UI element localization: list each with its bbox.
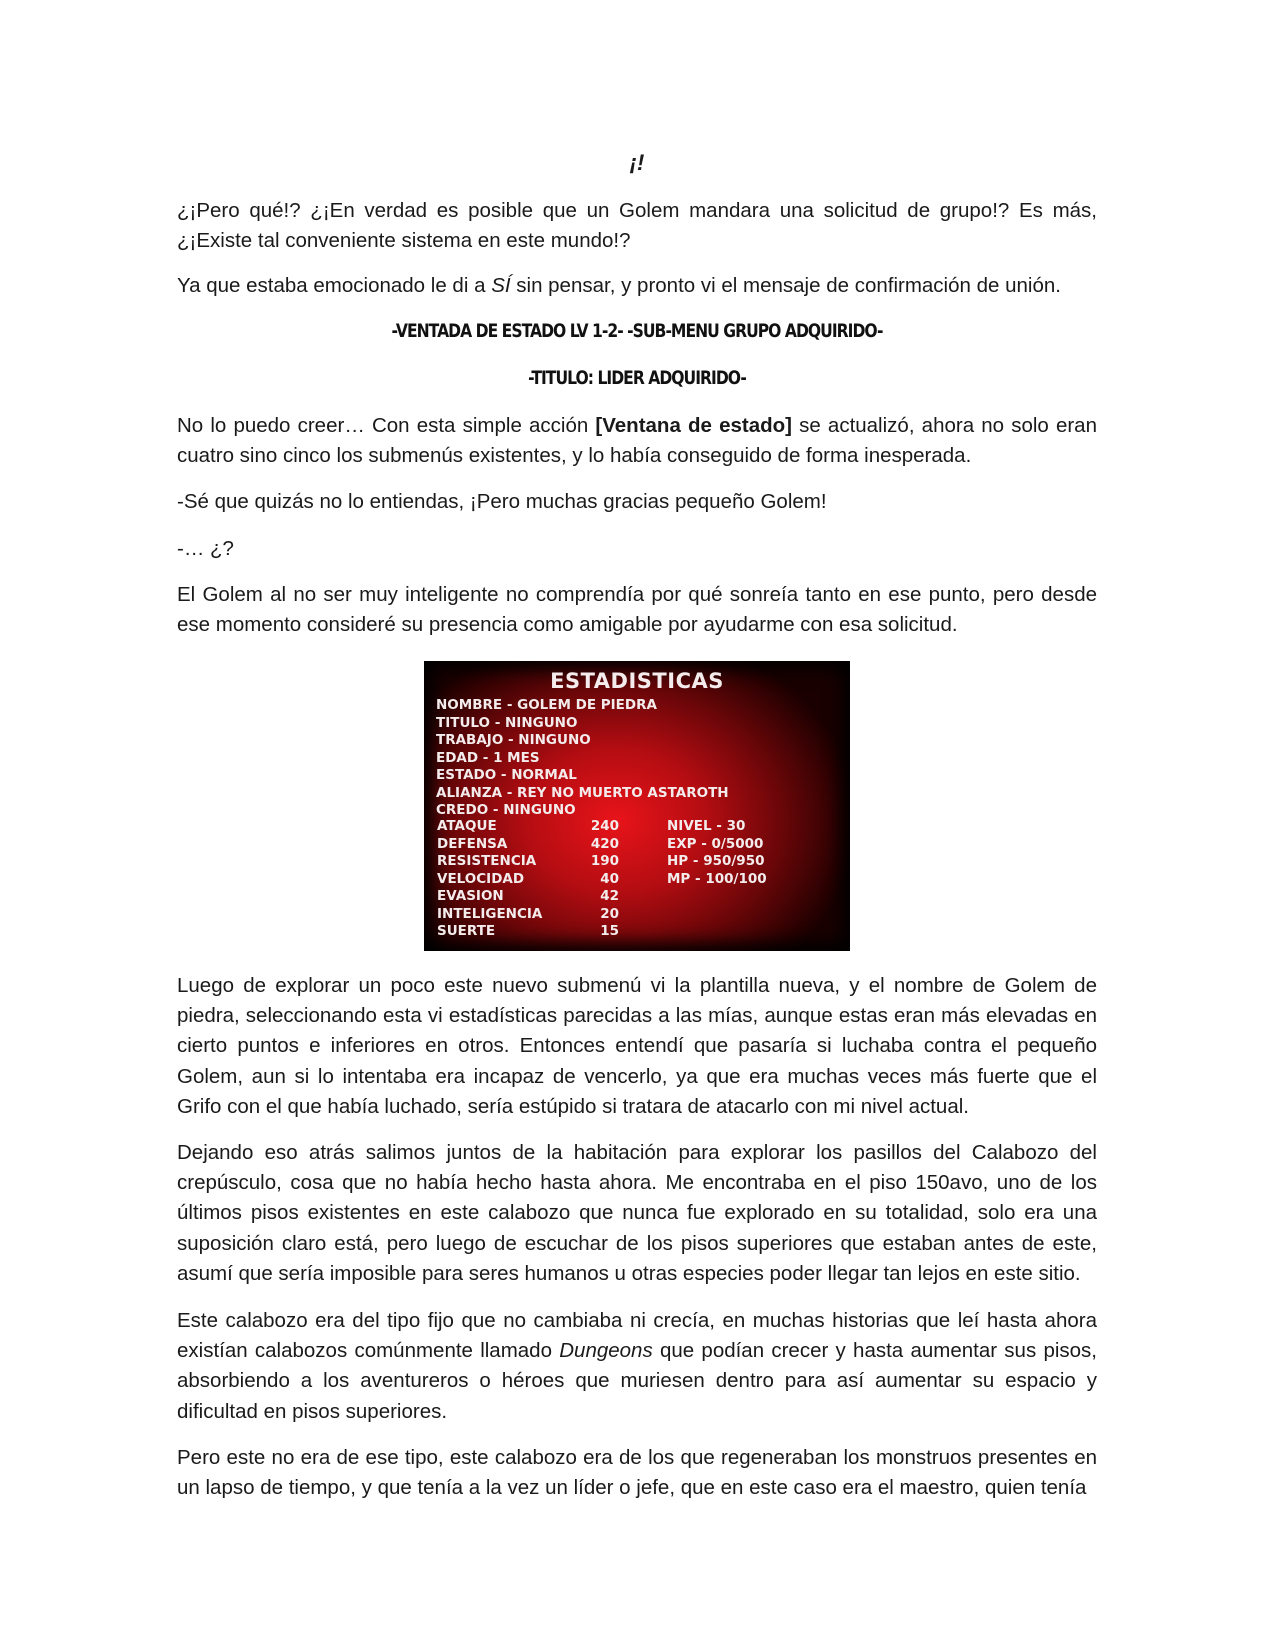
stats-title: ESTADISTICAS bbox=[550, 669, 724, 693]
attr-name: INTELIGENCIA bbox=[437, 905, 543, 922]
paragraph-2 bbox=[177, 271, 1097, 301]
paragraph-1: ¿¡Pero qué!? ¿¡En verdad es posible que un Golem mandara una solicitud de grupo!? Es más, ¿¡Existe tal conveniente sistema en este mundo!? bbox=[177, 199, 1097, 253]
level-value: NIVEL - 30 bbox=[667, 818, 746, 834]
attr-row bbox=[437, 871, 627, 889]
attr-value: 190 bbox=[590, 853, 619, 869]
text-run: se actualizó, ahora no solo eran cuatro sino cinco los submenús existentes, y lo había conseguido de forma inesperada. bbox=[177, 414, 1097, 468]
bold-text: [Ventana de estado] bbox=[595, 414, 792, 437]
status-window-heading: -VENTADA DE ESTADO LV 1-2- -SUB-MENU GRUPO ADQUIRIDO- bbox=[391, 320, 883, 342]
paragraph-9 bbox=[177, 1306, 1097, 1427]
attr-value: 420 bbox=[590, 835, 619, 852]
paragraph-3 bbox=[177, 411, 1097, 471]
attr-value: 15 bbox=[600, 923, 619, 939]
stats-info-title: TITULO - NINGUNO bbox=[436, 714, 578, 731]
stats-info-age: EDAD - 1 MES bbox=[436, 749, 540, 766]
exp-value: EXP - 0/5000 bbox=[667, 835, 764, 852]
stats-info-alliance: ALIANZA - REY NO MUERTO ASTAROTH bbox=[436, 784, 729, 801]
italic-text: Dungeons bbox=[559, 1339, 653, 1363]
attr-name: RESISTENCIA bbox=[437, 853, 537, 869]
attr-value: 40 bbox=[600, 870, 619, 887]
paragraph-10: Pero este no era de ese tipo, este calabozo era de los que regeneraban los monstruos presentes en un lapso de tiempo, y que tenía a la vez un líder o jefe, que en este caso era el maestro, quien tenía bbox=[177, 1446, 1097, 1500]
hp-value: HP - 950/950 bbox=[667, 853, 765, 869]
attr-name: VELOCIDAD bbox=[437, 870, 525, 887]
text-run: que podían crecer y hasta aumentar sus pisos, absorbiendo a los aventureros o héroes que muriesen dentro para así aumentar su espacio y dificultad en pisos superiores. bbox=[177, 1339, 1097, 1423]
text-run: sin pensar, y pronto vi el mensaje de confirmación de unión. bbox=[510, 274, 1061, 297]
attr-value: 42 bbox=[600, 888, 619, 904]
italic-text: SÍ bbox=[491, 274, 511, 297]
attr-value: 20 bbox=[600, 905, 619, 922]
title-acquired-heading: -TITULO: LIDER ADQUIRIDO- bbox=[528, 367, 746, 389]
attr-name: EVASION bbox=[437, 888, 504, 904]
stats-panel-image bbox=[424, 661, 850, 951]
attr-row bbox=[437, 906, 627, 924]
attr-row bbox=[437, 836, 627, 854]
attr-row bbox=[437, 818, 627, 836]
text-run: No lo puedo creer… Con esta simple acción bbox=[177, 414, 596, 437]
stats-attributes bbox=[437, 818, 627, 941]
stats-info-creed: CREDO - NINGUNO bbox=[436, 802, 576, 818]
attr-name: DEFENSA bbox=[437, 835, 508, 852]
attr-row bbox=[437, 888, 627, 906]
stats-info-state: ESTADO - NORMAL bbox=[436, 767, 577, 783]
attr-row bbox=[437, 923, 627, 941]
attr-name: SUERTE bbox=[437, 923, 496, 939]
paragraph-4: -Sé que quizás no lo entiendas, ¡Pero muchas gracias pequeño Golem! bbox=[177, 490, 827, 513]
text-run: Ya que estaba emocionado le di a bbox=[177, 274, 492, 297]
stats-info-job: TRABAJO - NINGUNO bbox=[436, 732, 591, 748]
paragraph-8: Dejando eso atrás salimos juntos de la habitación para explorar los pasillos del Calabozo del crepúsculo, cosa que no había hecho hasta ahora. Me encontraba en el piso 150avo, uno de los últimos pisos existentes en este calabozo que nunca fue explorado en su totalidad, solo era una suposición claro está, pero luego de escuchar de los pisos superiores que estaban antes de este, asumí que sería imposible para seres humanos u otras especies poder llegar tan lejos en este sitio. bbox=[177, 1141, 1097, 1285]
stats-info-name: NOMBRE - GOLEM DE PIEDRA bbox=[436, 697, 657, 713]
text-run: Este calabozo era del tipo fijo que no cambiaba ni crecía, en muchas historias que leí hasta ahora existían calabozos comúnmente llamado bbox=[177, 1309, 1097, 1363]
attr-value: 240 bbox=[590, 818, 619, 834]
attr-row bbox=[437, 853, 627, 871]
attr-name: ATAQUE bbox=[437, 818, 497, 834]
stats-levels bbox=[667, 818, 767, 888]
mp-value: MP - 100/100 bbox=[667, 870, 767, 887]
stats-info-list bbox=[436, 697, 729, 820]
scene-break-marker: ¡! bbox=[629, 150, 645, 175]
paragraph-5: -… ¿? bbox=[177, 537, 234, 560]
paragraph-6: El Golem al no ser muy inteligente no comprendía por qué sonreía tanto en ese punto, pero desde ese momento consideré su presencia como amigable por ayudarme con esa solicitud. bbox=[177, 583, 1097, 637]
paragraph-7: Luego de explorar un poco este nuevo submenú vi la plantilla nueva, y el nombre de Golem de piedra, seleccionando esta vi estadísticas parecidas a las mías, aunque estas eran más elevadas en cierto puntos e inferiores en otros. Entonces entendí que pasaría si luchaba contra el pequeño Golem, aun si lo intentaba era incapaz de vencerlo, ya que era muchas veces más fuerte que el Grifo con el que había luchado, sería estúpido si tratara de atacarlo con mi nivel actual. bbox=[177, 974, 1097, 1118]
